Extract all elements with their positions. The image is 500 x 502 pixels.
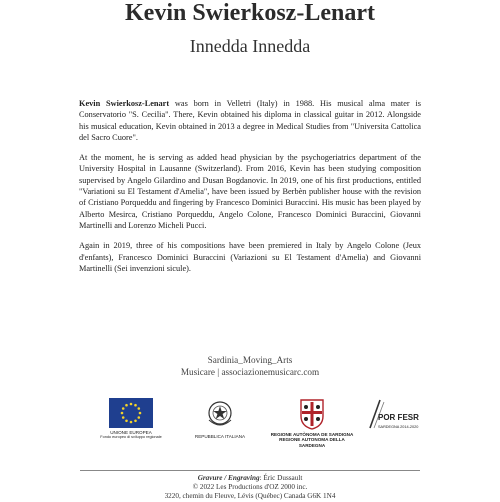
sardegna-logo — [268, 398, 356, 448]
engraving-credit — [0, 474, 500, 483]
eu-subcaption: Fondo europeo di sviluppo regionale — [100, 435, 162, 440]
contact-line-1: Sardinia_Moving_Arts — [207, 355, 293, 365]
footer — [0, 474, 500, 502]
italy-logo — [185, 398, 255, 439]
sardegna-shield-icon — [299, 398, 325, 430]
bio-paragraph-2: At the moment, he is serving as added head physician by the psychogeriatrics department of the University Hospital in Lausanne (Switzerland). From 2016, Kevin has been studying composition supervised by Angelo Gilardino and Dusan Bogdanovic. In 2019, one of his first productions, entitled "Variationi su El Testament d'Amelia", have been issued by Berbèn publisher house with the revision of Cristiano Porqueddu and fingering by Francesco Dominici Buraccini. His music has been played by Alberto Mesirca, Cristiano Porqueddu, Angelo Colone, Francesco Dominici Buraccini, Giovanni Martinelli and Lorenzo Micheli Pucci. — [79, 153, 421, 230]
italy-emblem-icon — [204, 398, 236, 432]
contact-line-2: Musicare | associazionemusicarc.com — [180, 367, 320, 377]
eu-caption: UNIONE EUROPEA — [110, 430, 152, 435]
eu-logo — [96, 398, 166, 441]
sponsor-logos — [0, 398, 500, 458]
page-subtitle: Innedda Innedda — [189, 36, 311, 56]
eu-flag-icon — [109, 398, 153, 428]
footer-divider — [80, 470, 420, 471]
porfesr-subcaption: SARDEGNA 2014-2020 — [378, 425, 419, 429]
engraving-value: : Éric Dussault — [259, 474, 303, 482]
address-line: 3220, chemin du Fleuve, Lévis (Québec) Canada G6K 1N4 — [164, 492, 336, 501]
bio-name: Kevin Swierkosz-Lenart — [79, 99, 170, 108]
italy-caption: REPUBBLICA ITALIANA — [194, 434, 246, 439]
sardegna-caption-2: REGIONE AUTONOMA DELLA SARDEGNA — [279, 437, 345, 448]
contact-block — [0, 354, 500, 378]
copyright-line: © 2022 Les Productions d'OZ 2000 inc. — [192, 483, 308, 492]
sardegna-caption-1: REGIONE AUTÒNOMA DE SARDIGNA — [270, 432, 354, 437]
bio-paragraph-3: Again in 2019, three of his compositions have been premiered in Italy by Angelo Colone (Jeux d'enfants), Francesco Dominici Buraccini (Variazioni su El Testament d'Amelia) and Giovanni Martinelli (Sei invenzioni sicule). — [79, 241, 421, 273]
biography — [79, 98, 421, 283]
page-title: Kevin Swierkosz-Lenart — [125, 0, 375, 26]
porfesr-caption: POR FESR — [378, 413, 419, 422]
bio-paragraph-1 — [79, 98, 421, 143]
engraving-label: Gravure / Engraving — [197, 474, 260, 482]
bio-paragraph-1-text: was born in Velletri (Italy) in 1988. His musical alma mater is Conservatorio "S. Cecilia". There, Kevin obtained his diploma in classical guitar in 2012. Alongside his musical education, Kevin obtained in 2013 a degree in Medical Studies from "Universita Cattolica del Sacro Cuore". — [79, 99, 421, 142]
